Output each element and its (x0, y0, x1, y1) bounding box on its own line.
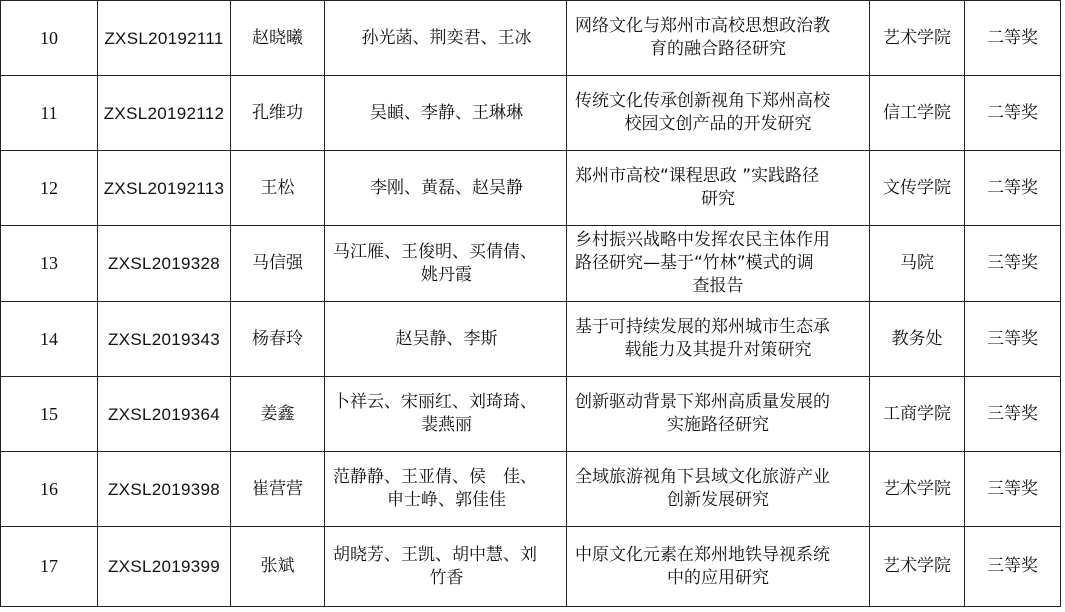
college-cell: 艺术学院 (870, 1, 965, 76)
project-code-cell: ZXSL2019398 (98, 452, 231, 527)
leader-cell: 崔营营 (231, 452, 325, 527)
project-title-line: 育的融合路径研究 (650, 39, 786, 59)
members-line: 申士峥、郭佳佳 (387, 490, 506, 510)
row-number-cell: 17 (1, 527, 98, 607)
college-cell: 教务处 (870, 302, 965, 377)
leader-cell: 杨春玲 (231, 302, 325, 377)
members-line: 李刚、黄磊、赵吴静 (370, 177, 523, 198)
project-title-line: 基于可持续发展的郑州城市生态承 (575, 317, 830, 337)
table-row (1, 377, 1061, 452)
award-cell: 三等奖 (965, 452, 1061, 527)
college-cell: 工商学院 (870, 377, 965, 452)
project-title-line: 校园文创产品的开发研究 (624, 114, 812, 134)
table-row (1, 1, 1061, 76)
row-number-cell: 10 (1, 1, 98, 76)
leader-cell: 张斌 (231, 527, 325, 607)
college-cell: 马院 (870, 226, 965, 302)
project-code-cell: ZXSL20192111 (98, 1, 231, 76)
award-cell: 二等奖 (965, 76, 1061, 151)
project-title-cell (567, 76, 870, 151)
project-title-line: 中原文化元素在郑州地铁导视系统 (575, 544, 830, 565)
members-line: 马江雁、王俊明、买倩倩、 (333, 241, 537, 262)
project-title-cell (567, 302, 870, 377)
members-line: 裴燕丽 (421, 415, 472, 435)
leader-cell: 孔维功 (231, 76, 325, 151)
project-code-cell: ZXSL2019343 (98, 302, 231, 377)
table-row (1, 151, 1061, 226)
project-title-line: 乡村振兴战略中发挥农民主体作用 (575, 230, 830, 250)
award-cell: 二等奖 (965, 151, 1061, 226)
college-cell: 艺术学院 (870, 452, 965, 527)
project-title-cell (567, 452, 870, 527)
members-line: 卜祥云、宋丽红、刘琦琦、 (333, 392, 537, 412)
members-cell (325, 527, 567, 607)
row-number-cell: 16 (1, 452, 98, 527)
project-code-cell: ZXSL2019364 (98, 377, 231, 452)
table-row (1, 452, 1061, 527)
members-line: 竹香 (429, 567, 464, 588)
members-line: 赵吴静、李斯 (395, 328, 498, 349)
project-title-line: 实施路径研究 (667, 415, 769, 435)
award-table-body (1, 1, 1061, 607)
row-number-cell: 13 (1, 226, 98, 302)
table-row (1, 226, 1061, 302)
members-line: 胡晓芳、王凯、胡中慧、刘 (333, 544, 537, 565)
award-cell: 三等奖 (965, 527, 1061, 607)
project-code-cell: ZXSL20192112 (98, 76, 231, 151)
members-line: 吴頔、李静、王琳琳 (370, 102, 523, 123)
college-cell: 信工学院 (870, 76, 965, 151)
leader-cell: 姜鑫 (231, 377, 325, 452)
members-cell (325, 76, 567, 151)
project-title-line: 创新驱动背景下郑州高质量发展的 (575, 392, 830, 412)
leader-cell: 赵晓曦 (231, 1, 325, 76)
project-title-line: 路径研究—基于“竹林”模式的调 (575, 253, 814, 273)
members-line: 姚丹霞 (421, 264, 472, 285)
project-title-line: 网络文化与郑州市高校思想政治教 (575, 16, 830, 36)
project-title-line: 郑州市高校“课程思政 ”实践路径 (575, 166, 820, 186)
table-row (1, 527, 1061, 607)
members-line: 孙光菡、荆奕君、王冰 (361, 27, 532, 48)
project-title-cell (567, 151, 870, 226)
college-cell: 文传学院 (870, 151, 965, 226)
award-cell: 三等奖 (965, 377, 1061, 452)
project-title-line: 全域旅游视角下县域文化旅游产业 (575, 467, 830, 487)
members-cell (325, 377, 567, 452)
project-title-cell (567, 226, 870, 302)
row-number-cell: 11 (1, 76, 98, 151)
project-code-cell: ZXSL2019399 (98, 527, 231, 607)
project-title-line: 载能力及其提升对策研究 (624, 340, 812, 360)
college-cell: 艺术学院 (870, 527, 965, 607)
row-number-cell: 12 (1, 151, 98, 226)
row-number-cell: 15 (1, 377, 98, 452)
project-title-line: 传统文化传承创新视角下郑州高校 (575, 91, 830, 111)
project-title-cell (567, 1, 870, 76)
members-cell (325, 226, 567, 302)
project-title-line: 查报告 (692, 276, 744, 296)
project-title-cell (567, 377, 870, 452)
table-row (1, 76, 1061, 151)
award-cell: 三等奖 (965, 302, 1061, 377)
table-row (1, 302, 1061, 377)
row-number-cell: 14 (1, 302, 98, 377)
project-title-line: 创新发展研究 (667, 490, 769, 510)
members-cell (325, 151, 567, 226)
project-title-cell (567, 527, 870, 607)
members-cell (325, 1, 567, 76)
leader-cell: 马信强 (231, 226, 325, 302)
award-cell: 三等奖 (965, 226, 1061, 302)
members-cell (325, 302, 567, 377)
members-cell (325, 452, 567, 527)
project-code-cell: ZXSL2019328 (98, 226, 231, 302)
members-line: 范静静、王亚倩、侯 佳、 (333, 467, 537, 487)
project-title-line: 中的应用研究 (667, 567, 769, 588)
project-title-line: 研究 (701, 189, 735, 209)
project-code-cell: ZXSL20192113 (98, 151, 231, 226)
leader-cell: 王松 (231, 151, 325, 226)
award-cell: 二等奖 (965, 1, 1061, 76)
